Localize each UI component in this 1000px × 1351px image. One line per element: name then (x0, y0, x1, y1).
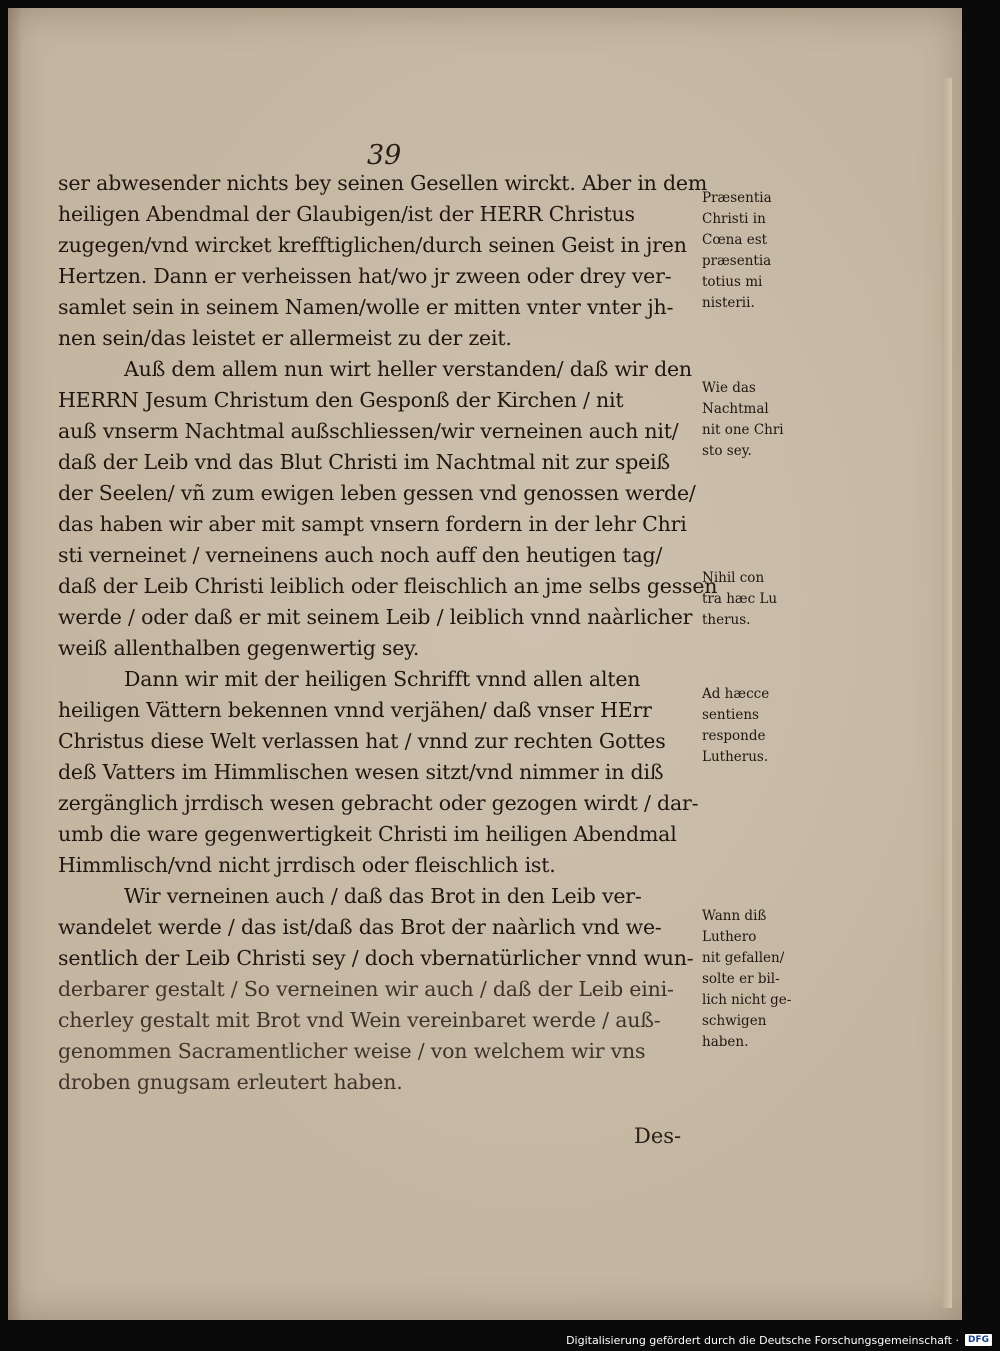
margin-note-line: responde (702, 728, 766, 744)
main-text-block (58, 168, 718, 1098)
text-line: cherley gestalt mit Brot vnd Wein vereinbaret werde / auß- (58, 1008, 661, 1032)
margin-note-line: præsentia (702, 253, 772, 269)
page-number: 39 (367, 140, 402, 171)
text-line: das haben wir aber mit sampt vnsern fordern in der lehr Chri (58, 512, 687, 536)
text-line: sti verneinet / verneinens auch noch auff den heutigen tag/ (58, 543, 663, 567)
text-line: genommen Sacramentlicher weise / von welchem wir vns (58, 1039, 646, 1063)
margin-note (702, 906, 791, 1053)
margin-note-line: Lutherus. (702, 749, 769, 765)
text-line: heiligen Abendmal der Glaubigen/ist der HERR Christus (58, 202, 635, 226)
margin-note-line: nisterii. (702, 295, 755, 311)
digitization-footer (566, 1331, 992, 1349)
text-line: sentlich der Leib Christi sey / doch vbernatürlicher vnnd wun- (58, 946, 694, 970)
margin-note-line: nit gefallen/ (702, 950, 785, 966)
margin-note-line: Luthero (702, 929, 757, 945)
dfg-logo: DFG (965, 1334, 992, 1346)
margin-note-line: sentiens (702, 707, 759, 723)
text-line: Wir verneinen auch / daß das Brot in den Leib ver- (124, 884, 642, 908)
margin-note-line: Wann diß (702, 908, 767, 924)
text-line: Himmlisch/vnd nicht jrrdisch oder fleischlich ist. (58, 853, 556, 877)
margin-note-line: sto sey. (702, 443, 752, 459)
margin-note-line: Nihil con (702, 570, 765, 586)
text-line: zergänglich jrrdisch wesen gebracht oder gezogen wirdt / dar- (58, 791, 699, 815)
text-line: samlet sein in seinem Namen/wolle er mitten vnter vnter jh- (58, 295, 674, 319)
margin-note-line: haben. (702, 1034, 749, 1050)
margin-note-line: Nachtmal (702, 401, 769, 417)
margin-note-line: solte er bil- (702, 971, 780, 987)
margin-note-line: totius mi (702, 274, 763, 290)
text-line: derbarer gestalt / So verneinen wir auch / daß der Leib eini- (58, 977, 674, 1001)
margin-note (702, 188, 772, 314)
margin-note-line: Christi in (702, 211, 766, 227)
text-line: auß vnserm Nachtmal außschliessen/wir verneinen auch nit/ (58, 419, 679, 443)
margin-note-line: lich nicht ge- (702, 992, 792, 1008)
text-line: werde / oder daß er mit seinem Leib / leiblich vnnd naàrlicher (58, 605, 693, 629)
text-line: ser abwesender nichts bey seinen Gesellen wirckt. Aber in dem (58, 171, 708, 195)
text-line: weiß allenthalben gegenwertig sey. (58, 636, 420, 660)
margin-note (702, 568, 777, 631)
text-line: Christus diese Welt verlassen hat / vnnd zur rechten Gottes (58, 729, 666, 753)
footer-credit: Digitalisierung gefördert durch die Deutsche Forschungsgemeinschaft · (566, 1333, 959, 1347)
text-line: daß der Leib Christi leiblich oder fleischlich an jme selbs gessen (58, 574, 718, 598)
margin-note-line: schwigen (702, 1013, 767, 1029)
margin-note-line: Cœna est (702, 232, 768, 248)
text-line: nen sein/das leistet er allermeist zu der zeit. (58, 326, 512, 350)
margin-note (702, 684, 769, 768)
margin-note-line: nit one Chri (702, 422, 784, 438)
text-line: wandelet werde / das ist/daß das Brot der naàrlich vnd we- (58, 915, 662, 939)
text-line: umb die ware gegenwertigkeit Christi im heiligen Abendmal (58, 822, 677, 846)
text-line: deß Vatters im Himmlischen wesen sitzt/vnd nimmer in diß (58, 760, 664, 784)
margin-note-line: Ad hæcce (702, 686, 770, 702)
page-edge (942, 78, 952, 1308)
text-line: Dann wir mit der heiligen Schrifft vnnd allen alten (124, 667, 641, 691)
text-line: Auß dem allem nun wirt heller verstanden/ daß wir den (124, 357, 692, 381)
text-line: der Seelen/ vñ zum ewigen leben gessen vnd genossen werde/ (58, 481, 696, 505)
margin-note-line: therus. (702, 612, 751, 628)
catchword: Des- (634, 1124, 682, 1148)
margin-note (702, 378, 784, 462)
margin-note-line: Præsentia (702, 190, 772, 206)
text-line: droben gnugsam erleutert haben. (58, 1070, 403, 1094)
text-line: daß der Leib vnd das Blut Christi im Nachtmal nit zur speiß (58, 450, 670, 474)
text-line: heiligen Vättern bekennen vnnd verjähen/ daß vnser HErr (58, 698, 652, 722)
text-line: Hertzen. Dann er verheissen hat/wo jr zween oder drey ver- (58, 264, 672, 288)
text-line: zugegen/vnd wircket krefftiglichen/durch seinen Geist in jren (58, 233, 687, 257)
margin-note-line: tra hæc Lu (702, 591, 778, 607)
text-line: HERRN Jesum Christum den Gesponß der Kirchen / nit (58, 388, 624, 412)
margin-note-line: Wie das (702, 380, 756, 396)
